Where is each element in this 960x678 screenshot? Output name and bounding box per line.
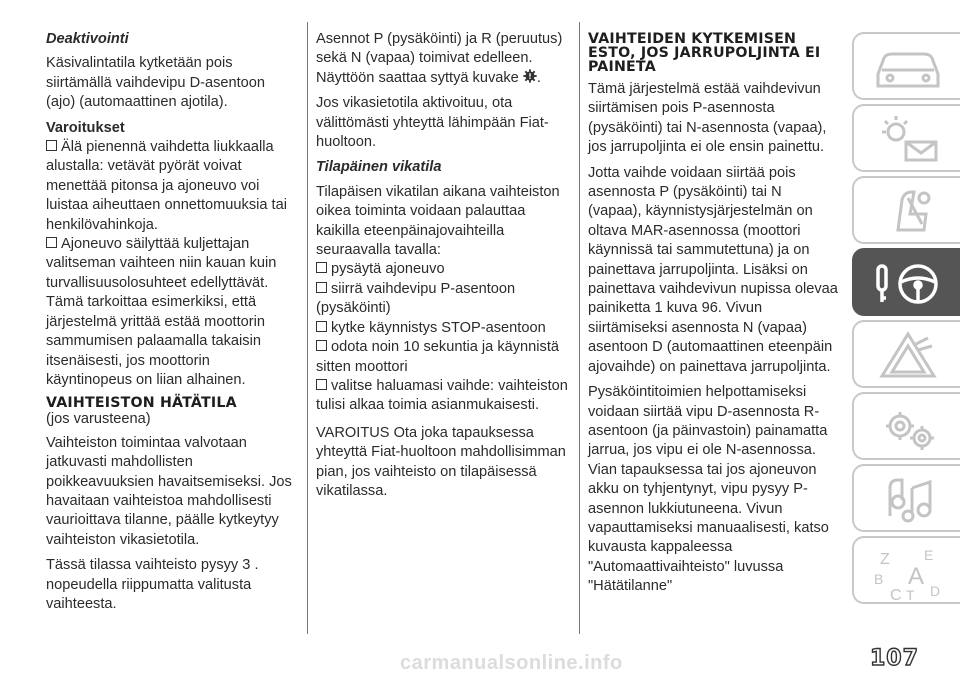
- column-divider-1: [307, 22, 308, 634]
- car-icon: [868, 40, 948, 96]
- positions-paragraph: [316, 30, 570, 88]
- step-text-2: siirrä vaihdevipu P-asentoon (pysäköinti): [316, 280, 516, 317]
- tab-warning-lights[interactable]: [852, 104, 960, 172]
- step-item-3: [316, 319, 570, 338]
- deaktivointi-text: Käsivalintatila kytketään pois siirtämällä vaihdevipu D-asentoon (ajo) (automaattinen ajotila).: [46, 55, 266, 111]
- warning-item-1: [46, 138, 296, 235]
- column-1: [46, 30, 296, 620]
- varoitus-paragraph: VAROITUS Ota joka tapauksessa yhteyttä Fiat-huoltoon mahdollisimman pian, jos vaihteisto on tilapäisessä vikatilassa.: [316, 424, 566, 499]
- gearbox-warning-icon: [523, 69, 537, 83]
- vikasietotila-paragraph: Jos vikasietotila aktivoituu, ota välittömästi yhteyttä lähimpään Fiat-huoltoon.: [316, 95, 549, 151]
- step-text-1: pysäytä ajoneuvo: [331, 261, 445, 278]
- hatatila-paragraph-1: Vaihteiston toimintaa valvotaan jatkuvasti mahdollisten poikkeavuuksien havaitsemiseksi. Jos havaitaan vaihteistoa mahdollisesti vaurioittava tilanne, päälle kytkeytyy vaihteiston vikasietotila.: [46, 434, 292, 548]
- svg-text:D: D: [930, 583, 941, 599]
- tab-seat-safety[interactable]: [852, 176, 960, 244]
- esto-paragraph-3: Pysäköintitoimien helpottamiseksi voidaan siirtää vipu D-asennosta R-asentoon (ja päinvastoin) painamatta jarrua, jos vipu ei ole N-asennossa. Vian tapauksessa tai jos ajoneuvon akku on tyhjentynyt, vipu pysyy P-asennon lukkiutuneena. Vivun vapauttamiseksi manuaalisesti, katso kuvausta kappaleessa "Automaattivaihteisto" luvussa "Hätätilanne": [588, 384, 829, 595]
- emergency-triangle-icon: [868, 328, 948, 384]
- warning-lights-icon: [868, 112, 948, 168]
- maintenance-gears-icon: [868, 400, 948, 456]
- esto-heading: VAIHTEIDEN KYTKEMISEN ESTO, JOS JARRUPOLJINTA EI PAINETA: [588, 31, 821, 75]
- checkbox-bullet-icon: [316, 340, 327, 351]
- tab-multimedia[interactable]: [852, 464, 960, 532]
- step-text-4: odota noin 10 sekuntia ja käynnistä sitten moottori: [316, 339, 559, 375]
- multimedia-icon: [868, 472, 948, 528]
- page-number: 107: [870, 646, 919, 671]
- tab-emergency[interactable]: [852, 320, 960, 388]
- checkbox-bullet-icon: [316, 321, 327, 332]
- step-item-4: [316, 338, 570, 377]
- svg-text:B: B: [874, 571, 884, 587]
- positions-text-end: .: [536, 69, 541, 86]
- svg-text:T: T: [906, 587, 915, 603]
- column-2: [316, 30, 570, 507]
- hatatila-subheading: (jos varusteena): [46, 411, 151, 428]
- positions-text: Asennot P (pysäköinti) ja R (peruutus) sekä N (vapaa) toimivat edelleen. Näyttöön saattaa syttyä kuvake: [316, 31, 563, 86]
- tab-index[interactable]: [852, 536, 960, 604]
- svg-text:E: E: [924, 547, 934, 563]
- warning-item-2: [46, 235, 296, 390]
- tilapainen-intro: Tilapäisen vikatilan aikana vaihteiston oikea toiminta voidaan palauttaa kaikilla eteenpäinajovaihteilla seuraavalla tavalla:: [316, 183, 560, 259]
- column-3: [588, 30, 838, 603]
- seat-safety-icon: [868, 184, 948, 240]
- tab-starting-driving[interactable]: [852, 248, 960, 316]
- hatatila-paragraph-2: Tässä tilassa vaihteisto pysyy 3 . nopeudella riippumatta valitusta vaihteesta.: [46, 557, 259, 612]
- index-letters-icon: [868, 544, 948, 604]
- step-item-1: [316, 260, 570, 279]
- svg-text:Z: Z: [880, 551, 890, 568]
- checkbox-bullet-icon: [316, 379, 327, 390]
- tab-car[interactable]: [852, 32, 960, 100]
- step-text-3: kytke käynnistys STOP-asentoon: [331, 319, 546, 336]
- watermark: carmanualsonline.info: [400, 652, 623, 674]
- deaktivointi-heading: Deaktivointi: [46, 31, 129, 47]
- step-item-5: [316, 377, 570, 416]
- esto-paragraph-1: Tämä järjestelmä estää vaihdevivun siirtämisen pois P-asennosta (pysäköinti) tai N-asennosta (vapaa), jos jarrupoljinta ei ole ensin painettu.: [588, 81, 827, 156]
- hatatila-heading: VAIHTEISTON HÄTÄTILA: [46, 395, 237, 412]
- tab-maintenance[interactable]: [852, 392, 960, 460]
- svg-text:C: C: [890, 587, 902, 604]
- checkbox-bullet-icon: [46, 237, 57, 248]
- warning-text-1: Älä pienennä vaihdetta liukkaalla alustalla: vetävät pyörät voivat menettää pitonsa ja ajoneuvo voi luistaa aiheuttaen onnettomuuksia tai henkilövahinkoja.: [46, 139, 287, 233]
- tilapainen-heading: Tilapäinen vikatila: [316, 159, 442, 176]
- checkbox-bullet-icon: [46, 140, 57, 151]
- checkbox-bullet-icon: [316, 282, 327, 293]
- step-text-5: valitse haluamasi vaihde: vaihteiston tulisi alkaa toimia asianmukaisesti.: [316, 377, 568, 414]
- warning-text-2: Ajoneuvo säilyttää kuljettajan valitseman vaihteen niin kauan kuin turvallisuusolosuhteet edellyttävät. Tämä tarkoittaa esimerkiksi, että järjestelmä yrittää estää moottorin sammumisen palaamalla takaisin itsenäisesti, jos moottorin käyntinopeus on liian alhainen.: [46, 236, 277, 388]
- varoitukset-heading: Varoitukset: [46, 119, 125, 136]
- svg-text:A: A: [908, 563, 925, 590]
- esto-paragraph-2: Jotta vaihde voidaan siirtää pois asennosta P (pysäköinti) tai N (vapaa), käynnistysjärjestelmän on oltava MAR-asennossa (moottori käynnissä tai sammutettuna) ja on painettava jarrupoljinta. Lisäksi on painettava vaihdevivun nupissa olevaa painiketta 1 kuva 96. Vivun siirtämiseksi asennosta N (vapaa) asentoon D (automaattinen eteenpäin ajovaihde) on painettava jarrupoljinta.: [588, 164, 838, 375]
- steering-wheel-key-icon: [868, 256, 948, 312]
- column-divider-2: [579, 22, 580, 634]
- checkbox-bullet-icon: [316, 262, 327, 273]
- step-item-2: [316, 280, 570, 319]
